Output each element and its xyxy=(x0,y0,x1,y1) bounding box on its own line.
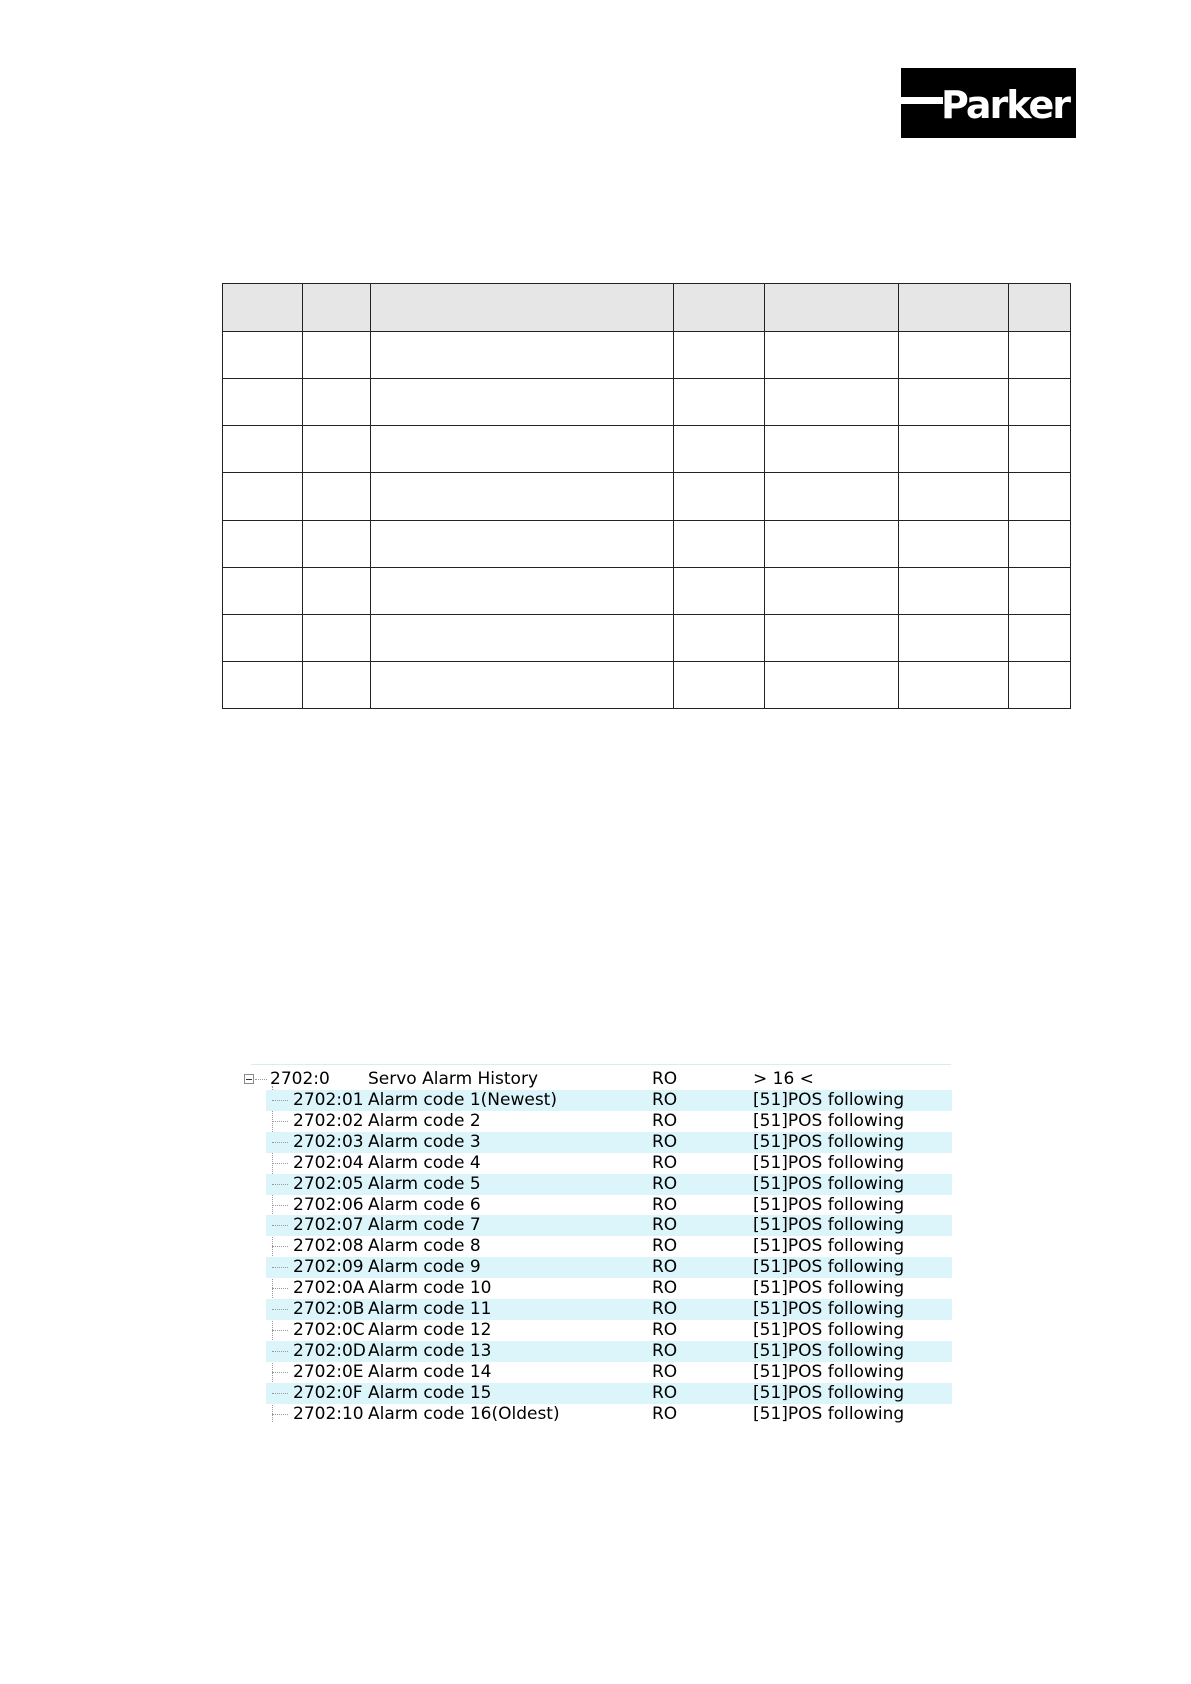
table-cell xyxy=(303,567,371,614)
table-row xyxy=(223,473,1071,520)
table-cell xyxy=(303,379,371,426)
item-name: Alarm code 16(Oldest) xyxy=(368,1403,560,1424)
tree-item-row[interactable] xyxy=(241,1215,954,1236)
tree-branch-line xyxy=(272,1100,288,1101)
item-access: RO xyxy=(652,1340,678,1361)
tree-branch-line xyxy=(272,1330,288,1331)
tree-branch-line xyxy=(272,1414,288,1415)
header-cell xyxy=(765,284,899,332)
item-value: [51]POS following xyxy=(753,1403,905,1424)
table-cell xyxy=(899,614,1009,661)
tree-item-row[interactable] xyxy=(241,1132,954,1153)
tree-branch-line xyxy=(272,1309,288,1310)
table-cell xyxy=(303,614,371,661)
item-value: [51]POS following xyxy=(753,1257,905,1278)
item-value: [51]POS following xyxy=(753,1152,905,1173)
table-cell xyxy=(765,332,899,379)
item-access: RO xyxy=(652,1403,678,1424)
parameter-table xyxy=(222,283,1071,709)
table-cell xyxy=(899,426,1009,473)
item-index: 2702:09 xyxy=(293,1257,364,1278)
table-cell xyxy=(1009,379,1071,426)
tree-item-row[interactable] xyxy=(241,1320,954,1341)
tree-item-row[interactable] xyxy=(241,1111,954,1132)
item-index: 2702:0E xyxy=(293,1361,364,1382)
header-cell xyxy=(303,284,371,332)
item-access: RO xyxy=(652,1110,678,1131)
table-cell xyxy=(899,567,1009,614)
table-row xyxy=(223,426,1071,473)
table-cell xyxy=(371,567,674,614)
item-name: Alarm code 3 xyxy=(368,1131,481,1152)
table-row xyxy=(223,661,1071,708)
item-access: RO xyxy=(652,1299,678,1319)
header-cell xyxy=(1009,284,1071,332)
item-value: [51]POS following xyxy=(753,1236,905,1257)
table-cell xyxy=(765,473,899,520)
header-cell xyxy=(371,284,674,332)
tree-item-row[interactable] xyxy=(241,1174,954,1195)
tree-branch-line xyxy=(272,1393,288,1394)
table-cell xyxy=(765,520,899,567)
tree-item-row[interactable] xyxy=(241,1236,954,1257)
tree-item-row[interactable] xyxy=(241,1341,954,1362)
item-index: 2702:02 xyxy=(293,1110,364,1131)
parker-logo xyxy=(901,68,1076,138)
table-cell xyxy=(1009,661,1071,708)
item-value: [51]POS following xyxy=(753,1319,905,1340)
item-value: [51]POS following xyxy=(753,1194,905,1215)
tree-branch-line xyxy=(272,1225,288,1226)
table-cell xyxy=(1009,520,1071,567)
table-cell xyxy=(223,661,303,708)
table-cell xyxy=(371,614,674,661)
table-cell xyxy=(1009,332,1071,379)
tree-branch-line xyxy=(255,1079,267,1080)
tree-item-row[interactable] xyxy=(241,1278,954,1299)
tree-branch-line xyxy=(272,1184,288,1185)
item-value: [51]POS following xyxy=(753,1340,905,1361)
tree-branch-line xyxy=(272,1121,288,1122)
tree-branch-line xyxy=(272,1288,288,1289)
tree-branch-line xyxy=(272,1205,288,1206)
table-cell xyxy=(674,379,765,426)
table-cell xyxy=(223,332,303,379)
item-index: 2702:05 xyxy=(293,1173,364,1194)
tree-item-row[interactable] xyxy=(241,1404,954,1425)
table-cell xyxy=(674,567,765,614)
table-cell xyxy=(765,567,899,614)
table-cell xyxy=(674,520,765,567)
table-cell xyxy=(303,426,371,473)
item-index: 2702:07 xyxy=(293,1215,364,1236)
table-cell xyxy=(899,332,1009,379)
tree-branch-line xyxy=(272,1246,288,1247)
item-name: Alarm code 13 xyxy=(368,1340,492,1361)
table-row xyxy=(223,332,1071,379)
table-cell xyxy=(899,661,1009,708)
table-cell xyxy=(223,614,303,661)
table-cell xyxy=(223,520,303,567)
table-cell xyxy=(899,473,1009,520)
table-cell xyxy=(371,332,674,379)
table-cell xyxy=(765,614,899,661)
root-access: RO xyxy=(652,1069,678,1089)
table-cell xyxy=(303,332,371,379)
item-value: [51]POS following xyxy=(753,1278,905,1299)
header-cell xyxy=(899,284,1009,332)
item-name: Alarm code 7 xyxy=(368,1215,481,1236)
item-index: 2702:0D xyxy=(293,1340,366,1361)
item-name: Alarm code 5 xyxy=(368,1173,481,1194)
object-dictionary-tree xyxy=(241,1064,954,1440)
table-cell xyxy=(223,379,303,426)
item-index: 2702:03 xyxy=(293,1131,364,1152)
table-header-row xyxy=(223,284,1071,332)
item-index: 2702:04 xyxy=(293,1152,364,1173)
table-cell xyxy=(303,520,371,567)
table-cell xyxy=(1009,426,1071,473)
table-cell xyxy=(371,473,674,520)
table-cell xyxy=(674,614,765,661)
tree-item-row[interactable] xyxy=(241,1299,954,1320)
table-cell xyxy=(303,661,371,708)
item-name: Alarm code 4 xyxy=(368,1152,481,1173)
item-value: [51]POS following xyxy=(753,1361,905,1382)
table-cell xyxy=(674,661,765,708)
item-name: Alarm code 6 xyxy=(368,1194,481,1215)
table-cell xyxy=(1009,473,1071,520)
root-index: 2702:0 xyxy=(270,1069,330,1089)
item-access: RO xyxy=(652,1194,678,1215)
table-cell xyxy=(674,473,765,520)
root-value: > 16 < xyxy=(753,1069,814,1089)
tree-branch-line xyxy=(272,1142,288,1143)
item-access: RO xyxy=(652,1319,678,1340)
table-row xyxy=(223,614,1071,661)
item-name: Alarm code 14 xyxy=(368,1361,492,1382)
item-name: Alarm code 1(Newest) xyxy=(368,1090,557,1110)
table-cell xyxy=(899,520,1009,567)
table-cell xyxy=(371,426,674,473)
table-cell xyxy=(371,379,674,426)
item-index: 2702:0F xyxy=(293,1382,363,1403)
tree-item-row[interactable] xyxy=(241,1383,954,1404)
tree-item-row[interactable] xyxy=(241,1090,954,1111)
tree-item-row[interactable] xyxy=(241,1257,954,1278)
item-index: 2702:0C xyxy=(293,1319,365,1340)
item-access: RO xyxy=(652,1257,678,1278)
item-access: RO xyxy=(652,1215,678,1236)
table-cell xyxy=(1009,614,1071,661)
item-name: Alarm code 11 xyxy=(368,1299,492,1319)
table-cell xyxy=(765,426,899,473)
item-value: [51]POS following xyxy=(753,1215,905,1236)
table-cell xyxy=(899,379,1009,426)
item-access: RO xyxy=(652,1090,678,1110)
item-name: Alarm code 12 xyxy=(368,1319,492,1340)
tree-branch-line xyxy=(272,1351,288,1352)
parker-logo-graphic xyxy=(901,68,1076,138)
item-index: 2702:0B xyxy=(293,1299,365,1319)
item-value: [51]POS following xyxy=(753,1382,905,1403)
table-row xyxy=(223,567,1071,614)
table-cell xyxy=(765,661,899,708)
item-name: Alarm code 8 xyxy=(368,1236,481,1257)
item-index: 2702:08 xyxy=(293,1236,364,1257)
header-cell xyxy=(223,284,303,332)
item-access: RO xyxy=(652,1382,678,1403)
table-cell xyxy=(371,520,674,567)
item-name: Alarm code 10 xyxy=(368,1278,492,1299)
collapse-icon[interactable] xyxy=(244,1074,254,1084)
item-access: RO xyxy=(652,1173,678,1194)
table-cell xyxy=(223,473,303,520)
item-name: Alarm code 15 xyxy=(368,1382,492,1403)
table-row xyxy=(223,520,1071,567)
tree-item-row[interactable] xyxy=(241,1195,954,1216)
item-index: 2702:01 xyxy=(293,1090,364,1110)
item-access: RO xyxy=(652,1131,678,1152)
logo-text: Parker xyxy=(941,83,1069,127)
table-cell xyxy=(223,567,303,614)
table-cell xyxy=(371,661,674,708)
item-value: [51]POS following xyxy=(753,1131,905,1152)
item-name: Alarm code 2 xyxy=(368,1110,481,1131)
header-cell xyxy=(674,284,765,332)
item-value: [51]POS following xyxy=(753,1090,905,1110)
item-value: [51]POS following xyxy=(753,1173,905,1194)
item-access: RO xyxy=(652,1278,678,1299)
tree-branch-line xyxy=(272,1267,288,1268)
tree-root-row[interactable] xyxy=(241,1069,954,1090)
tree-item-row[interactable] xyxy=(241,1153,954,1174)
tree-branch-line xyxy=(272,1163,288,1164)
item-value: [51]POS following xyxy=(753,1110,905,1131)
table-cell xyxy=(223,426,303,473)
table-cell xyxy=(765,379,899,426)
tree-branch-line xyxy=(272,1372,288,1373)
item-name: Alarm code 9 xyxy=(368,1257,481,1278)
item-access: RO xyxy=(652,1236,678,1257)
tree-item-row[interactable] xyxy=(241,1362,954,1383)
item-access: RO xyxy=(652,1361,678,1382)
item-index: 2702:06 xyxy=(293,1194,364,1215)
table-row xyxy=(223,379,1071,426)
item-index: 2702:10 xyxy=(293,1403,364,1424)
table-cell xyxy=(1009,567,1071,614)
item-access: RO xyxy=(652,1152,678,1173)
table-cell xyxy=(674,426,765,473)
item-index: 2702:0A xyxy=(293,1278,365,1299)
root-name: Servo Alarm History xyxy=(368,1069,539,1089)
table-cell xyxy=(674,332,765,379)
item-value: [51]POS following xyxy=(753,1299,905,1319)
table-cell xyxy=(303,473,371,520)
